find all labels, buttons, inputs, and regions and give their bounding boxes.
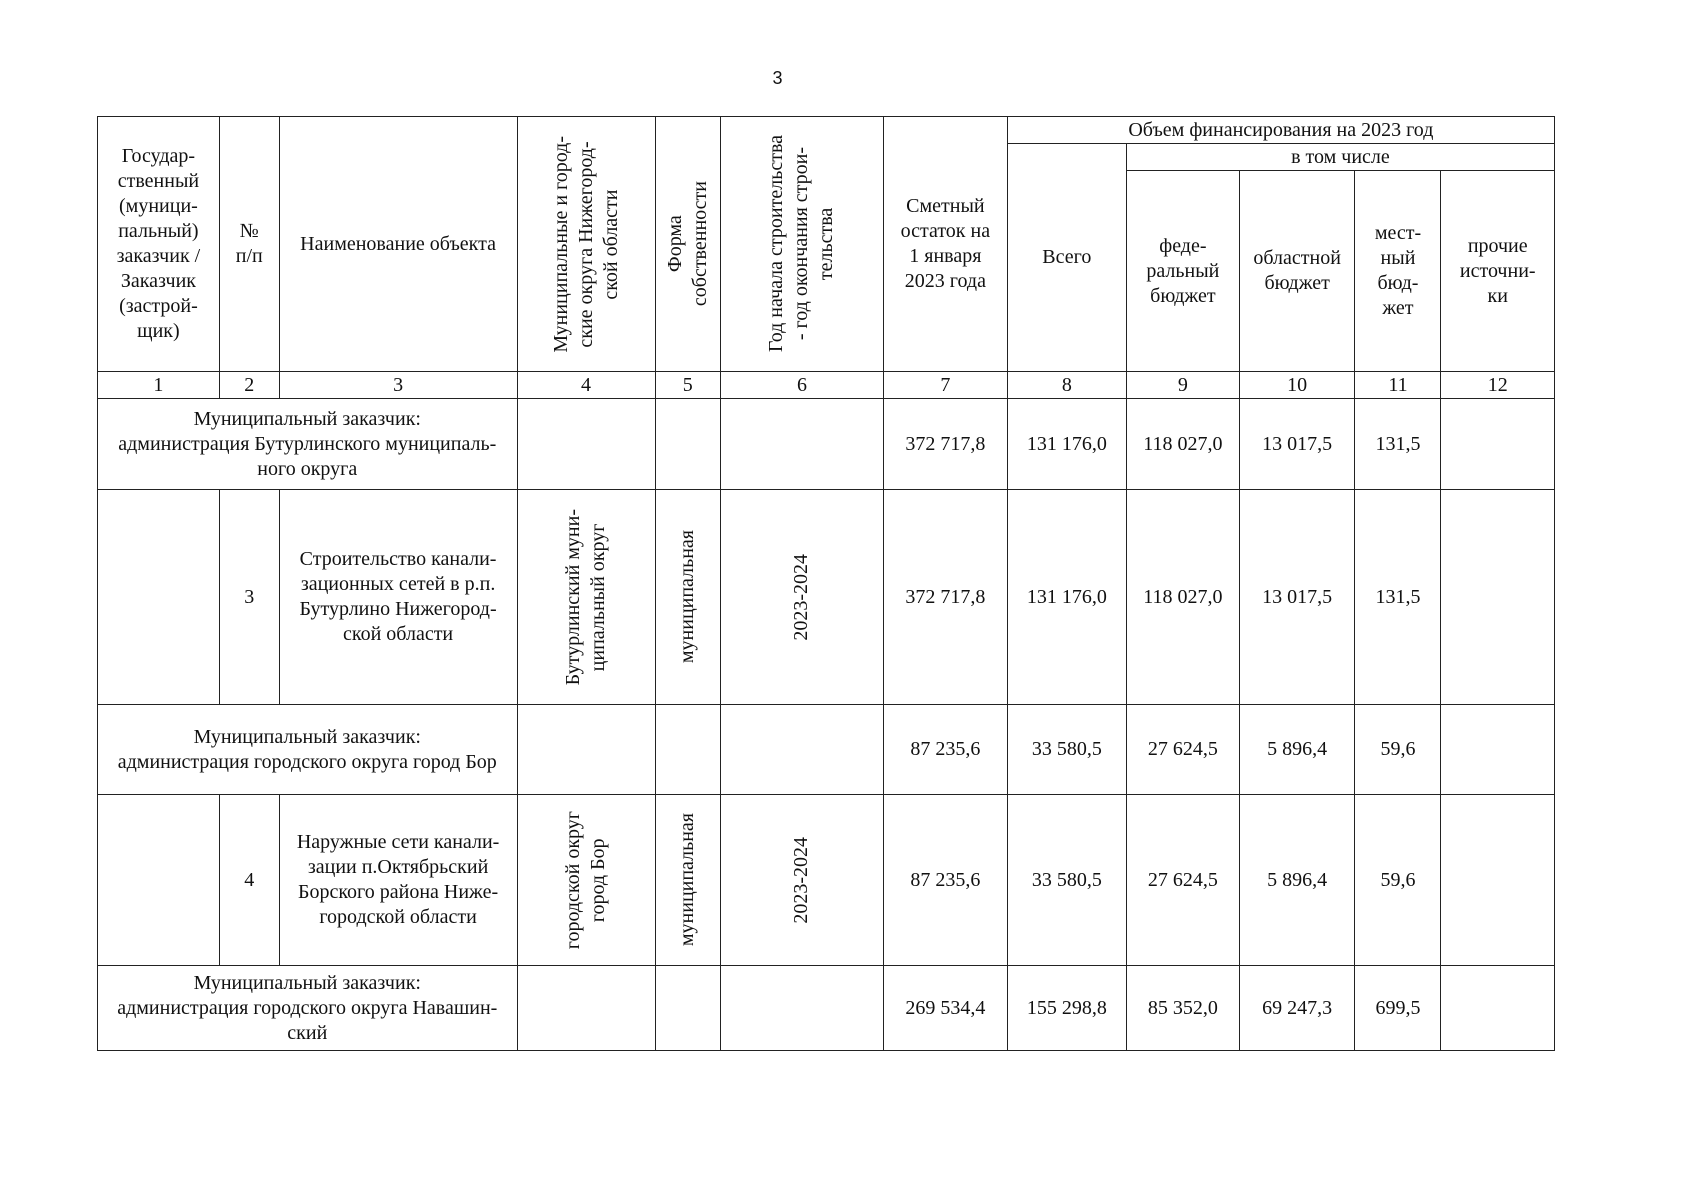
other-value [1441, 705, 1555, 795]
header-object-name: Наименование объекта [279, 117, 517, 372]
total-value: 155 298,8 [1007, 966, 1126, 1051]
other-value [1441, 795, 1555, 966]
customer-label: Муниципальный заказчик: администрация Бутурлинского муниципаль- ного округа [98, 399, 518, 490]
object-municipality [517, 490, 655, 705]
column-number: 6 [720, 372, 883, 399]
customer-label: Муниципальный заказчик: администрация городского округа город Бор [98, 705, 518, 795]
object-row [98, 490, 1555, 705]
header-local: мест- ный бюд- жет [1355, 171, 1441, 372]
object-years-text: 2023-2024 [790, 553, 813, 641]
header-years-text: Год начала строительства - год окончания строи- тельства [765, 135, 838, 353]
other-value [1441, 490, 1555, 705]
local-value: 59,6 [1355, 795, 1441, 966]
object-municipality-text: Бутурлинский муни- ципальный округ [562, 508, 610, 686]
header-municipality [517, 117, 655, 372]
federal-value: 27 624,5 [1126, 705, 1239, 795]
object-ownership [655, 490, 720, 705]
column-number: 9 [1126, 372, 1239, 399]
header-total: Всего [1007, 144, 1126, 372]
customer-label: Муниципальный заказчик: администрация городского округа Навашин- ский [98, 966, 518, 1051]
regional-value: 13 017,5 [1239, 399, 1355, 490]
empty-cell [720, 399, 883, 490]
empty-cell [655, 705, 720, 795]
local-value: 131,5 [1355, 490, 1441, 705]
object-name: Наружные сети канали- зации п.Октябрьский Борского района Ниже- городской области [279, 795, 517, 966]
header-regional: областной бюджет [1239, 171, 1355, 372]
total-value: 33 580,5 [1007, 705, 1126, 795]
object-years [720, 490, 883, 705]
empty-cell [517, 966, 655, 1051]
header-other: прочие источни- ки [1441, 171, 1555, 372]
estimate-value: 372 717,8 [883, 399, 1007, 490]
other-value [1441, 966, 1555, 1051]
header-years [720, 117, 883, 372]
column-number: 5 [655, 372, 720, 399]
object-years-text: 2023-2024 [790, 836, 813, 924]
customer-row [98, 399, 1555, 490]
financing-table [97, 116, 1555, 1051]
object-row [98, 795, 1555, 966]
column-number: 11 [1355, 372, 1441, 399]
estimate-value: 372 717,8 [883, 490, 1007, 705]
local-value: 699,5 [1355, 966, 1441, 1051]
total-value: 131 176,0 [1007, 490, 1126, 705]
column-number: 8 [1007, 372, 1126, 399]
empty-cell [655, 399, 720, 490]
empty-cell [98, 490, 220, 705]
local-value: 59,6 [1355, 705, 1441, 795]
column-number: 10 [1239, 372, 1355, 399]
object-ownership [655, 795, 720, 966]
column-number: 12 [1441, 372, 1555, 399]
column-number: 2 [219, 372, 279, 399]
empty-cell [98, 795, 220, 966]
header-row-top [98, 117, 1555, 144]
page-number: 3 [772, 68, 783, 88]
object-num: 3 [219, 490, 279, 705]
estimate-value: 87 235,6 [883, 705, 1007, 795]
estimate-value: 269 534,4 [883, 966, 1007, 1051]
object-ownership-text: муниципальная [676, 813, 699, 947]
header-estimate: Сметный остаток на 1 января 2023 года [883, 117, 1007, 372]
regional-value: 13 017,5 [1239, 490, 1355, 705]
federal-value: 27 624,5 [1126, 795, 1239, 966]
object-municipality-text: городской округ город Бор [562, 810, 610, 950]
column-number-row [98, 372, 1555, 399]
column-number: 7 [883, 372, 1007, 399]
header-federal: феде- ральный бюджет [1126, 171, 1239, 372]
federal-value: 118 027,0 [1126, 490, 1239, 705]
total-value: 131 176,0 [1007, 399, 1126, 490]
empty-cell [720, 705, 883, 795]
object-years [720, 795, 883, 966]
header-ownership [655, 117, 720, 372]
federal-value: 118 027,0 [1126, 399, 1239, 490]
total-value: 33 580,5 [1007, 795, 1126, 966]
customer-row [98, 705, 1555, 795]
federal-value: 85 352,0 [1126, 966, 1239, 1051]
empty-cell [517, 399, 655, 490]
object-municipality [517, 795, 655, 966]
column-number: 4 [517, 372, 655, 399]
regional-value: 5 896,4 [1239, 795, 1355, 966]
empty-cell [720, 966, 883, 1051]
header-municipality-text: Муниципальные и город- ские округа Нижегород- ской области [549, 135, 622, 353]
object-num: 4 [219, 795, 279, 966]
other-value [1441, 399, 1555, 490]
empty-cell [655, 966, 720, 1051]
header-num: № п/п [219, 117, 279, 372]
header-funding-title: Объем финансирования на 2023 год [1007, 117, 1554, 144]
local-value: 131,5 [1355, 399, 1441, 490]
object-ownership-text: муниципальная [676, 530, 699, 664]
object-name: Строительство канали- зационных сетей в р.п. Бутурлино Нижегород- ской области [279, 490, 517, 705]
header-customer: Государ- ственный (муници- пальный) заказчик / Заказчик (застрой- щик) [98, 117, 220, 372]
empty-cell [517, 705, 655, 795]
regional-value: 69 247,3 [1239, 966, 1355, 1051]
customer-row [98, 966, 1555, 1051]
header-including: в том числе [1126, 144, 1554, 171]
regional-value: 5 896,4 [1239, 705, 1355, 795]
header-ownership-text: Форма собственности [663, 181, 711, 307]
column-number: 1 [98, 372, 220, 399]
column-number: 3 [279, 372, 517, 399]
estimate-value: 87 235,6 [883, 795, 1007, 966]
